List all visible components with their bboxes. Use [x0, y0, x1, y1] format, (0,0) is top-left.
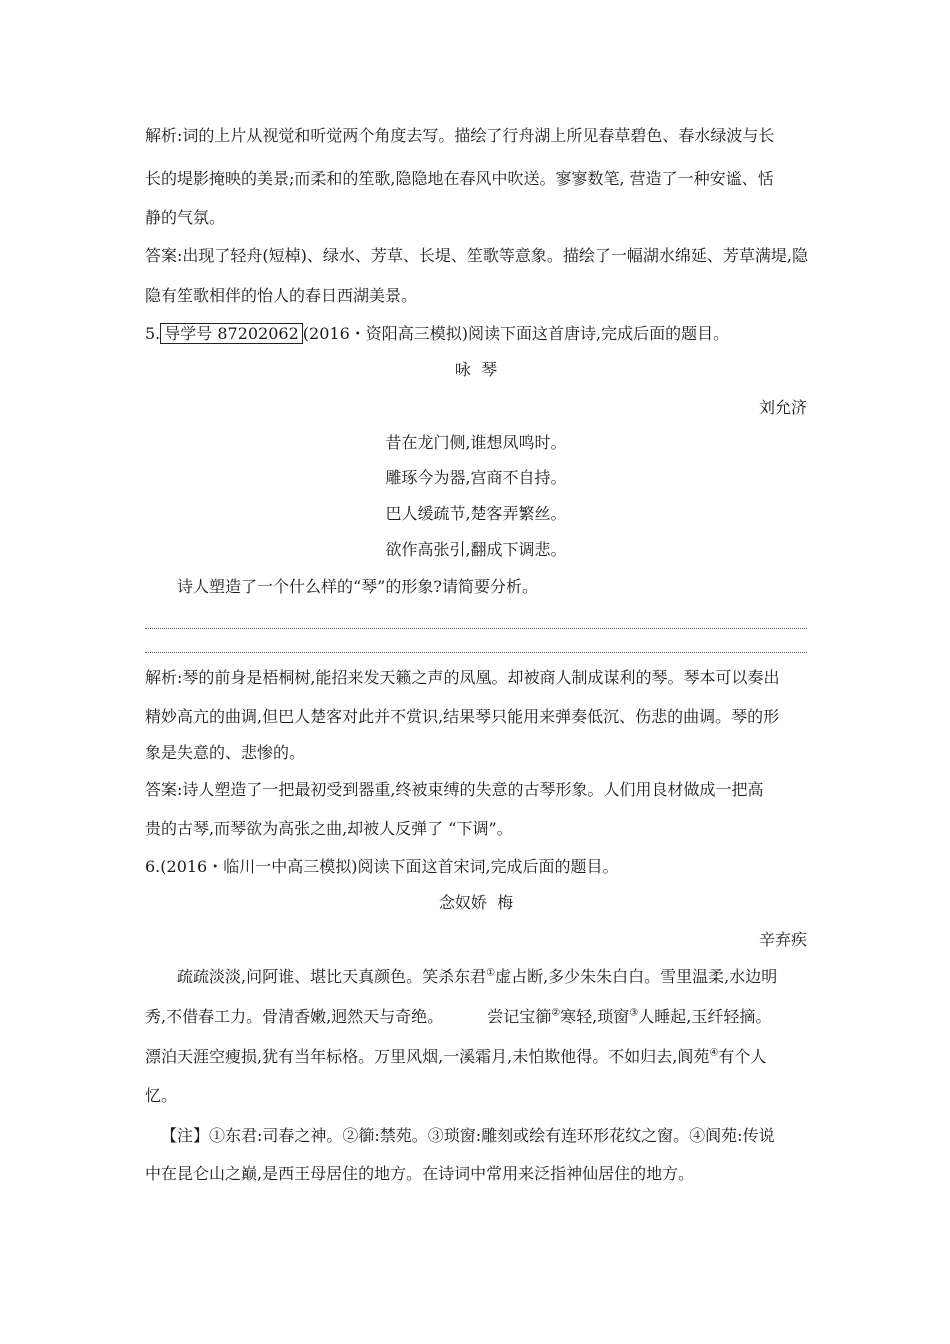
q4-analysis-line-1: 解析:词的上片从视觉和听觉两个角度去写。描绘了行舟湖上所见春草碧色、春水绿波与长 [145, 126, 775, 145]
q5-number: 5. [145, 324, 161, 343]
footnote-ref-1: ① [486, 967, 496, 979]
q6-intro: 6.(2016・临川一中高三模拟)阅读下面这首宋词,完成后面的题目。 [145, 857, 619, 876]
q5-answer-line-2: 贵的古琴,而琴欲为高张之曲,却被人反弹了 “下调”。 [145, 819, 513, 838]
q5-poem-line-4: 欲作高张引,翻成下调悲。 [385, 540, 567, 559]
q4-answer-line-2: 隐有笙歌相伴的怡人的春日西湖美景。 [145, 286, 418, 305]
q6-poem-line-2 [145, 1006, 771, 1028]
q6-text-segment: 疏疏淡淡,问阿谁、堪比天真颜色。笑杀东君 [177, 967, 487, 986]
q5-analysis-line-3: 象是失意的、悲惨的。 [145, 743, 306, 762]
q4-analysis-line-2: 长的堤影掩映的美景;而柔和的笙歌,隐隐地在春风中吹送。寥寥数笔, 营造了一种安谧、恬 [145, 169, 774, 188]
q6-text-segment: 虚占断,多少朱朱白白。雪里温柔,水边明 [495, 967, 778, 986]
footnote-ref-2: ② [551, 1007, 561, 1019]
q6-text-segment: 有个人 [718, 1047, 767, 1066]
answer-line-1 [145, 628, 807, 629]
q5-intro-text: (2016・资阳高三模拟)阅读下面这首唐诗,完成后面的题目。 [302, 324, 730, 343]
q6-note-line-1: 【注】①东君:司春之神。②篽:禁苑。③琐窗:雕刻或绘有连环形花纹之窗。④阆苑:传说 [161, 1126, 775, 1145]
footnote-ref-3: ③ [629, 1007, 639, 1019]
q6-poem-title: 念奴娇 梅 [438, 893, 514, 912]
q6-poem-author: 辛弃疾 [758, 930, 807, 949]
q4-answer-line-1: 答案:出现了轻舟(短棹)、绿水、芳草、长堤、笙歌等意象。描绘了一幅湖水绵延、芳草满堤,隐 [145, 246, 808, 265]
q4-analysis-line-3: 静的气氛。 [145, 208, 226, 227]
q6-poem-line-3 [145, 1046, 766, 1068]
q5-answer-line-1: 答案:诗人塑造了一把最初受到器重,终被束缚的失意的古琴形象。人们用良材做成一把高 [145, 780, 764, 799]
q5-question: 诗人塑造了一个什么样的“琴”的形象?请简要分析。 [177, 577, 538, 596]
q5-intro [145, 323, 729, 345]
q5-poem-line-3: 巴人缓疏节,楚客弄繁丝。 [385, 504, 567, 523]
q6-text-segment: 尝记宝篽 [487, 1007, 552, 1026]
q6-note-line-2: 中在昆仑山之巅,是西王母居住的地方。在诗词中常用来泛指神仙居住的地方。 [145, 1164, 695, 1183]
q5-poem-line-1: 昔在龙门侧,谁想凤鸣时。 [385, 433, 567, 452]
q6-text-segment: 寒轻,琐窗 [560, 1007, 630, 1026]
q5-poem-line-2: 雕琢今为器,宫商不自持。 [385, 468, 567, 487]
q6-poem-line-1 [177, 966, 777, 988]
footnote-ref-4: ④ [709, 1047, 719, 1059]
q6-text-segment: 秀,不借春工力。骨清香嫩,迥然天与奇绝。 [145, 1007, 444, 1026]
q5-analysis-line-2: 精妙高亢的曲调,但巴人楚客对此并不赏识,结果琴只能用来弹奏低沉、伤悲的曲调。琴的形 [145, 707, 780, 726]
q6-text-segment: 人睡起,玉纤轻摘。 [638, 1007, 772, 1026]
q5-poem-title: 咏 琴 [454, 360, 498, 379]
q5-poem-author: 刘允济 [758, 398, 807, 417]
answer-line-2 [145, 652, 807, 653]
q6-text-segment: 漂泊天涯空瘦损,犹有当年标格。万里风烟,一溪霜月,未怕欺他得。不如归去,阆苑 [145, 1047, 710, 1066]
q5-analysis-line-1: 解析:琴的前身是梧桐树,能招来发天籁之声的凤凰。却被商人制成谋利的琴。琴本可以奏出 [145, 668, 780, 687]
guide-number-tag[interactable]: 导学号 87202062 [160, 323, 303, 344]
q6-poem-line-4: 忆。 [145, 1086, 178, 1105]
